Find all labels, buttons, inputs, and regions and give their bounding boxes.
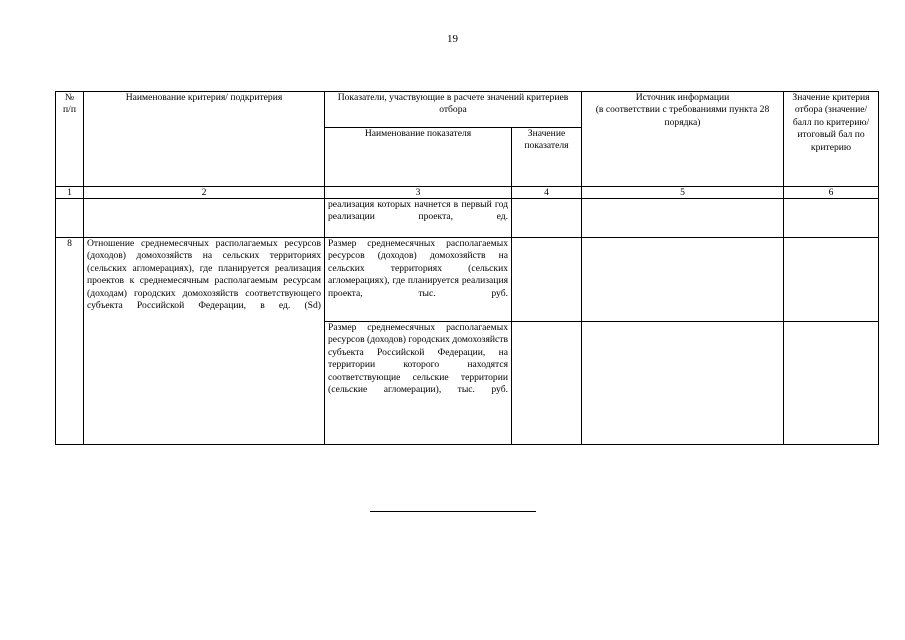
table-row (56, 238, 879, 322)
column-number: 3 (325, 187, 512, 199)
header-indicator-value: Значение показателя (512, 128, 582, 187)
cell-row-number: 8 (56, 238, 84, 445)
cell-criterion: Отношение среднемесячных располагаемых ресурсов (доходов) домохозяйств на сельских территориях (сельских агломерациях), где планируется реализация проектов к среднемесячным располагаемым ресурсам (доходам) городских домохозяйств соответствующего субъекта Российской Федерации, в ед. (Sd) (84, 238, 325, 445)
cell-empty (784, 199, 879, 238)
cell-indicator-continuation: реализация которых начнется в первый год реализации проекта, ед. (325, 199, 512, 238)
table-row (56, 199, 879, 238)
header-num: № п/п (56, 92, 84, 187)
cell-empty (56, 199, 84, 238)
cell-empty (582, 322, 784, 445)
column-number: 1 (56, 187, 84, 199)
header-criterion-value: Значение критерия отбора (значение/ балл по критерию/ итоговый бал по критерию (784, 92, 879, 187)
header-indicators-group: Показатели, участвующие в расчете значений критериев отбора (325, 92, 582, 128)
cell-empty (784, 322, 879, 445)
footnote-divider (370, 511, 536, 512)
cell-indicator-2: Размер среднемесячных располагаемых ресурсов (доходов) городских домохозяйств субъекта Российской Федерации, на территории которого находятся соответствующие сельские территории (сельские агломерации), тыс. руб. (325, 322, 512, 445)
cell-empty (84, 199, 325, 238)
page-number: 19 (447, 33, 458, 45)
cell-empty (784, 238, 879, 322)
criteria-table (55, 91, 879, 445)
cell-empty (512, 199, 582, 238)
header-indicator-name: Наименование показателя (325, 128, 512, 187)
cell-empty (582, 238, 784, 322)
header-criterion-name: Наименование критерия/ подкритерия (84, 92, 325, 187)
column-number: 6 (784, 187, 879, 199)
column-number: 5 (582, 187, 784, 199)
column-number: 2 (84, 187, 325, 199)
cell-empty (582, 199, 784, 238)
header-source: Источник информации (в соответствии с требованиями пункта 28 порядка) (582, 92, 784, 187)
cell-empty (512, 238, 582, 322)
cell-empty (512, 322, 582, 445)
cell-indicator-1: Размер среднемесячных располагаемых ресурсов (доходов) домохозяйств на сельских территориях (сельских агломерациях), где планируется реализация проекта, тыс. руб. (325, 238, 512, 322)
column-numbers-row (56, 187, 879, 199)
table-header-row (56, 92, 879, 128)
column-number: 4 (512, 187, 582, 199)
